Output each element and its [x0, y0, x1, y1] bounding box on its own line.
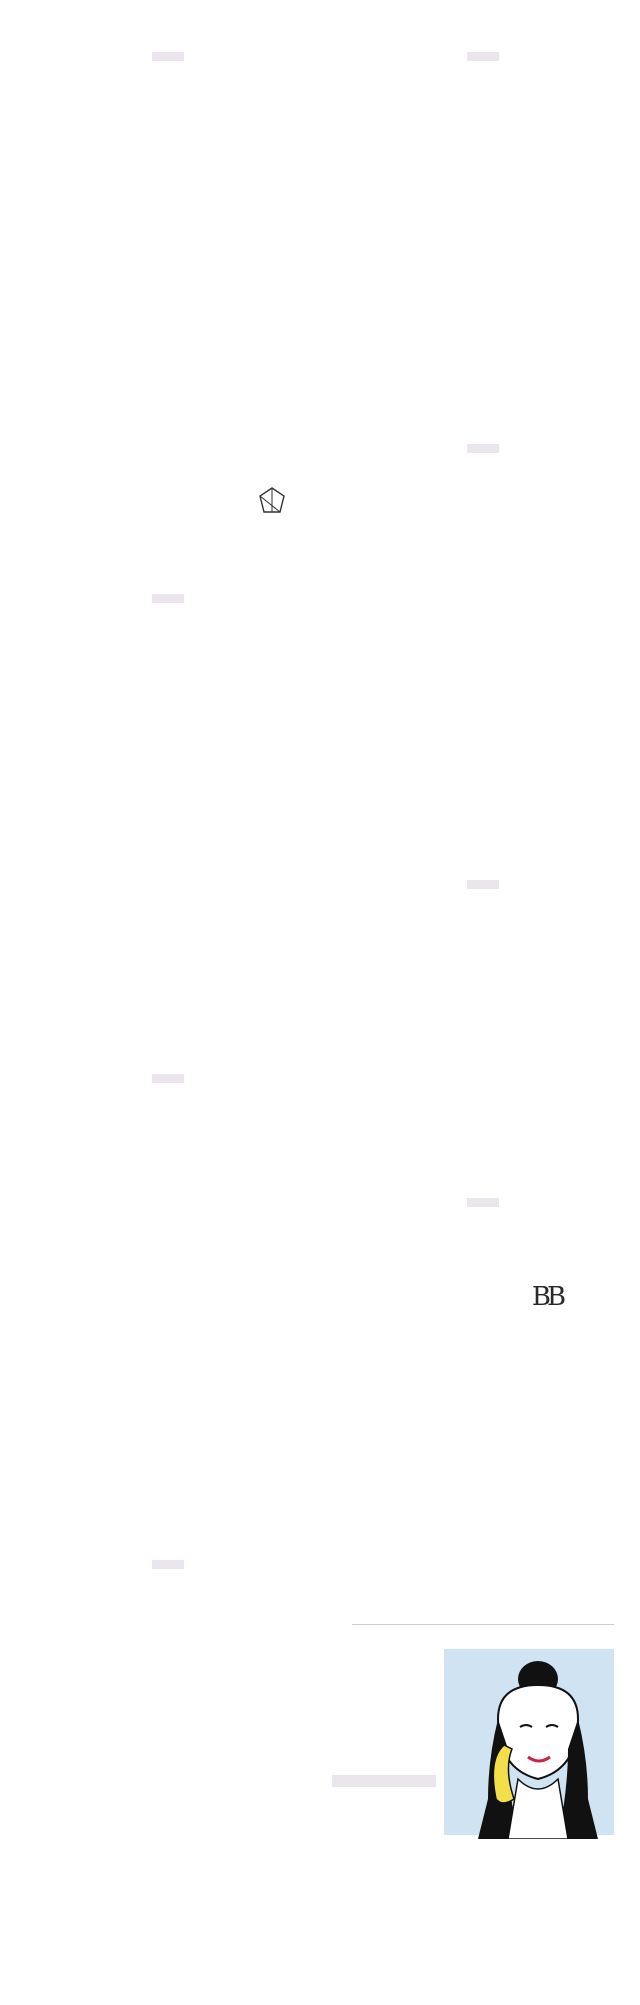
coffee-header — [152, 52, 184, 61]
juice-section — [352, 876, 614, 942]
size-price — [500, 912, 502, 926]
app-promo — [352, 1649, 614, 1839]
tea-groups — [352, 114, 614, 124]
brimstone-logo: BB — [531, 1282, 563, 1312]
order-app-badge[interactable] — [332, 1775, 436, 1787]
sandwiches-header — [152, 1560, 184, 1569]
size-price — [464, 912, 466, 926]
size-price — [158, 626, 160, 640]
bowls-header — [152, 1074, 184, 1083]
size-price — [500, 84, 502, 98]
essentials-two-size-list — [352, 462, 614, 498]
delights-section — [352, 1194, 614, 1310]
bowls-section — [34, 1070, 302, 1168]
call-ahead-heading — [353, 1584, 614, 1611]
essentials-section — [352, 440, 614, 546]
essentials-three-size-list — [352, 510, 614, 534]
bowl-items-list — [34, 1106, 302, 1154]
juice-sizes — [352, 912, 614, 926]
juice-header — [467, 880, 499, 889]
woman-illustration — [458, 1649, 608, 1839]
hex-coffee-logo — [234, 464, 310, 540]
phone-number[interactable] — [352, 1624, 614, 1637]
coffee-section — [34, 48, 302, 110]
tea-sizes — [352, 84, 614, 98]
tea-header — [467, 52, 499, 61]
blend-sizes — [34, 626, 302, 640]
size-price — [464, 84, 466, 98]
essentials-header — [467, 444, 499, 453]
sandwiches-section — [34, 1556, 302, 1668]
size-price — [482, 84, 484, 98]
contact-section — [352, 1590, 614, 1839]
tea-section — [352, 48, 614, 138]
blend-section — [34, 590, 302, 658]
delights-header — [467, 1198, 499, 1207]
size-price — [482, 912, 484, 926]
sandwich-items-list — [34, 1598, 302, 1654]
delight-items-list — [352, 1230, 614, 1262]
size-price — [176, 626, 178, 640]
blend-header — [152, 594, 184, 603]
